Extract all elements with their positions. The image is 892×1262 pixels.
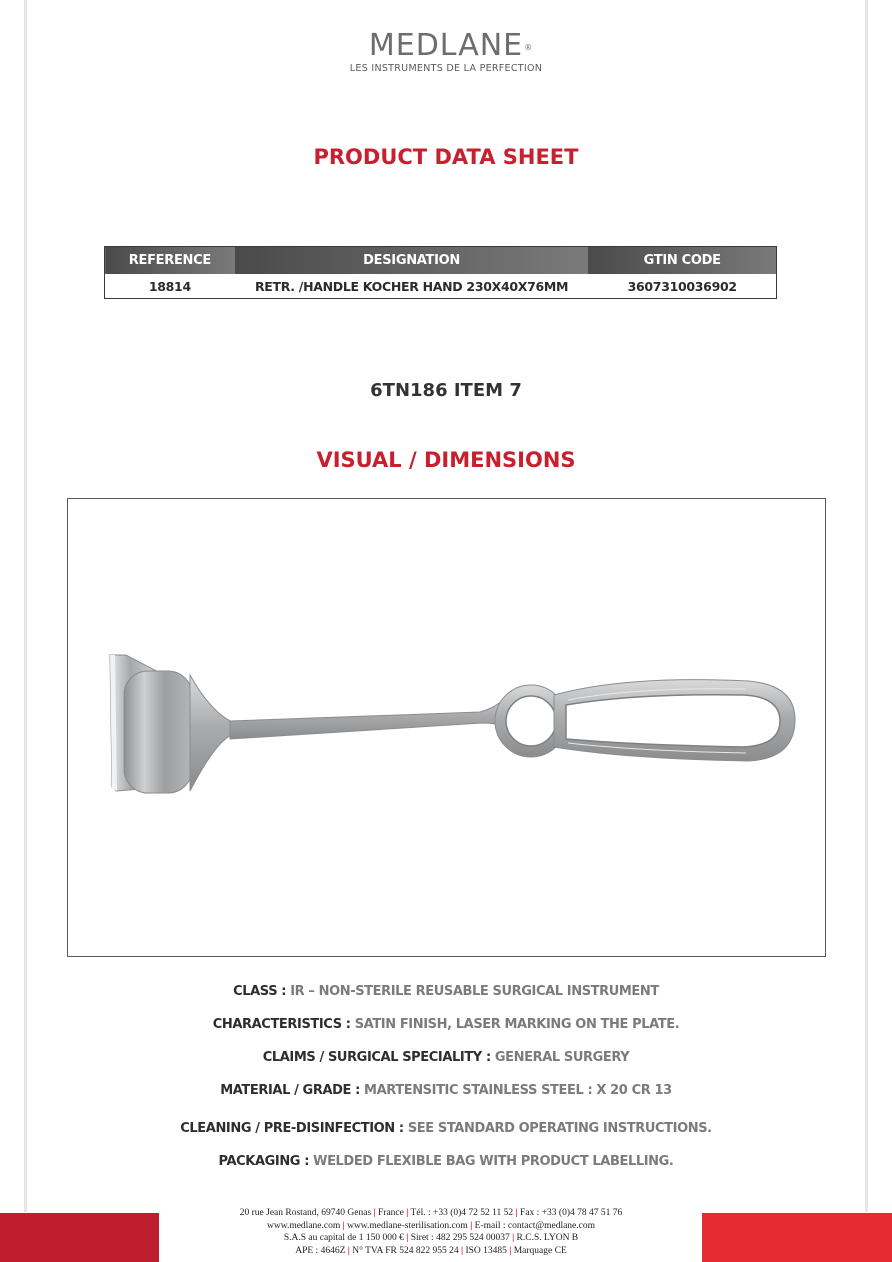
footer-line-registrations bbox=[170, 1245, 692, 1258]
spec-label: PACKAGING : bbox=[218, 1154, 309, 1169]
spec-label: CHARACTERISTICS : bbox=[212, 1017, 351, 1032]
footer-fax: Fax : +33 (0)4 78 47 51 76 bbox=[520, 1208, 623, 1218]
footer-separator: | bbox=[509, 1245, 512, 1256]
footer-separator: | bbox=[373, 1208, 376, 1218]
product-visual-frame bbox=[67, 498, 826, 957]
registered-mark: ® bbox=[524, 43, 534, 52]
footer-separator: | bbox=[406, 1208, 409, 1218]
header-reference: REFERENCE bbox=[105, 247, 235, 275]
footer-line-web bbox=[170, 1220, 692, 1233]
footer-ce-marking: Marquage CE bbox=[513, 1245, 567, 1256]
product-data-sheet-heading: PRODUCT DATA SHEET bbox=[313, 145, 579, 169]
footer-iso: ISO 13485 bbox=[465, 1245, 507, 1256]
footer-ape: APE : 4646Z bbox=[295, 1245, 346, 1256]
footer-country: France bbox=[378, 1208, 404, 1218]
footer-rcs: R.C.S. LYON B bbox=[516, 1233, 579, 1243]
footer-separator: | bbox=[342, 1220, 345, 1231]
cell-gtin: 3607310036902 bbox=[627, 278, 737, 294]
logo-wordmark bbox=[368, 28, 534, 63]
footer-separator: | bbox=[470, 1220, 473, 1231]
cell-designation: RETR. /HANDLE KOCHER HAND 230X40X76MM bbox=[254, 278, 569, 294]
table-row bbox=[105, 274, 777, 299]
logo-text: MEDLANE bbox=[368, 28, 524, 63]
visual-dimensions-heading: VISUAL / DIMENSIONS bbox=[316, 448, 576, 472]
footer-separator: | bbox=[347, 1245, 350, 1256]
footer-website-link[interactable]: www.medlane.com bbox=[266, 1220, 341, 1231]
spec-label: MATERIAL / GRADE : bbox=[220, 1083, 360, 1098]
header-gtin-code: GTIN CODE bbox=[588, 247, 776, 275]
spec-characteristics bbox=[0, 1017, 892, 1032]
footer-bar-left bbox=[0, 1213, 159, 1262]
spec-cleaning bbox=[0, 1121, 892, 1136]
footer-separator: | bbox=[512, 1233, 515, 1243]
footer-separator: | bbox=[460, 1245, 464, 1256]
footer-separator: | bbox=[406, 1233, 409, 1243]
logo-tagline: LES INSTRUMENTS DE LA PERFECTION bbox=[349, 63, 543, 74]
spec-value: IR – NON-STERILE REUSABLE SURGICAL INSTRUMENT bbox=[286, 984, 659, 999]
header-designation: DESIGNATION bbox=[235, 247, 589, 275]
spec-value: GENERAL SURGERY bbox=[490, 1050, 630, 1065]
reference-table bbox=[104, 246, 777, 299]
footer-line-legal bbox=[170, 1232, 692, 1245]
spec-label: CLAIMS / SURGICAL SPECIALITY : bbox=[262, 1050, 491, 1065]
spec-value: SATIN FINISH, LASER MARKING ON THE PLATE. bbox=[350, 1017, 680, 1032]
company-footer bbox=[170, 1207, 692, 1257]
retractor-image bbox=[68, 499, 825, 956]
spec-material bbox=[0, 1083, 892, 1098]
footer-bar-right bbox=[702, 1213, 892, 1262]
spec-label: CLASS : bbox=[233, 984, 287, 999]
spec-value: SEE STANDARD OPERATING INSTRUCTIONS. bbox=[403, 1121, 712, 1136]
spec-claims bbox=[0, 1050, 892, 1065]
footer-siret: Siret : 482 295 524 00037 bbox=[410, 1233, 510, 1243]
spec-class bbox=[0, 984, 892, 999]
footer-capital: S.A.S au capital de 1 150 000 € bbox=[283, 1233, 404, 1243]
spec-value: WELDED FLEXIBLE BAG WITH PRODUCT LABELLING. bbox=[309, 1154, 674, 1169]
cell-reference: 18814 bbox=[148, 278, 191, 294]
spec-value: MARTENSITIC STAINLESS STEEL : X 20 CR 13 bbox=[359, 1083, 672, 1098]
footer-phone: Tél. : +33 (0)4 72 52 11 52 bbox=[410, 1208, 514, 1218]
footer-email-link[interactable]: E-mail : contact@medlane.com bbox=[474, 1220, 595, 1231]
footer-separator: | bbox=[515, 1208, 518, 1218]
table-header-row bbox=[105, 247, 777, 275]
footer-tva: N° TVA FR 524 822 955 24 bbox=[352, 1245, 459, 1256]
spec-label: CLEANING / PRE-DISINFECTION : bbox=[180, 1121, 404, 1136]
spec-packaging bbox=[0, 1154, 892, 1169]
footer-sterilisation-link[interactable]: www.medlane-sterilisation.com bbox=[347, 1220, 468, 1231]
brand-logo bbox=[0, 30, 892, 74]
item-code: 6TN186 ITEM 7 bbox=[370, 380, 522, 401]
footer-line-address bbox=[170, 1207, 692, 1220]
footer-address: 20 rue Jean Rostand, 69740 Genas bbox=[239, 1208, 372, 1218]
